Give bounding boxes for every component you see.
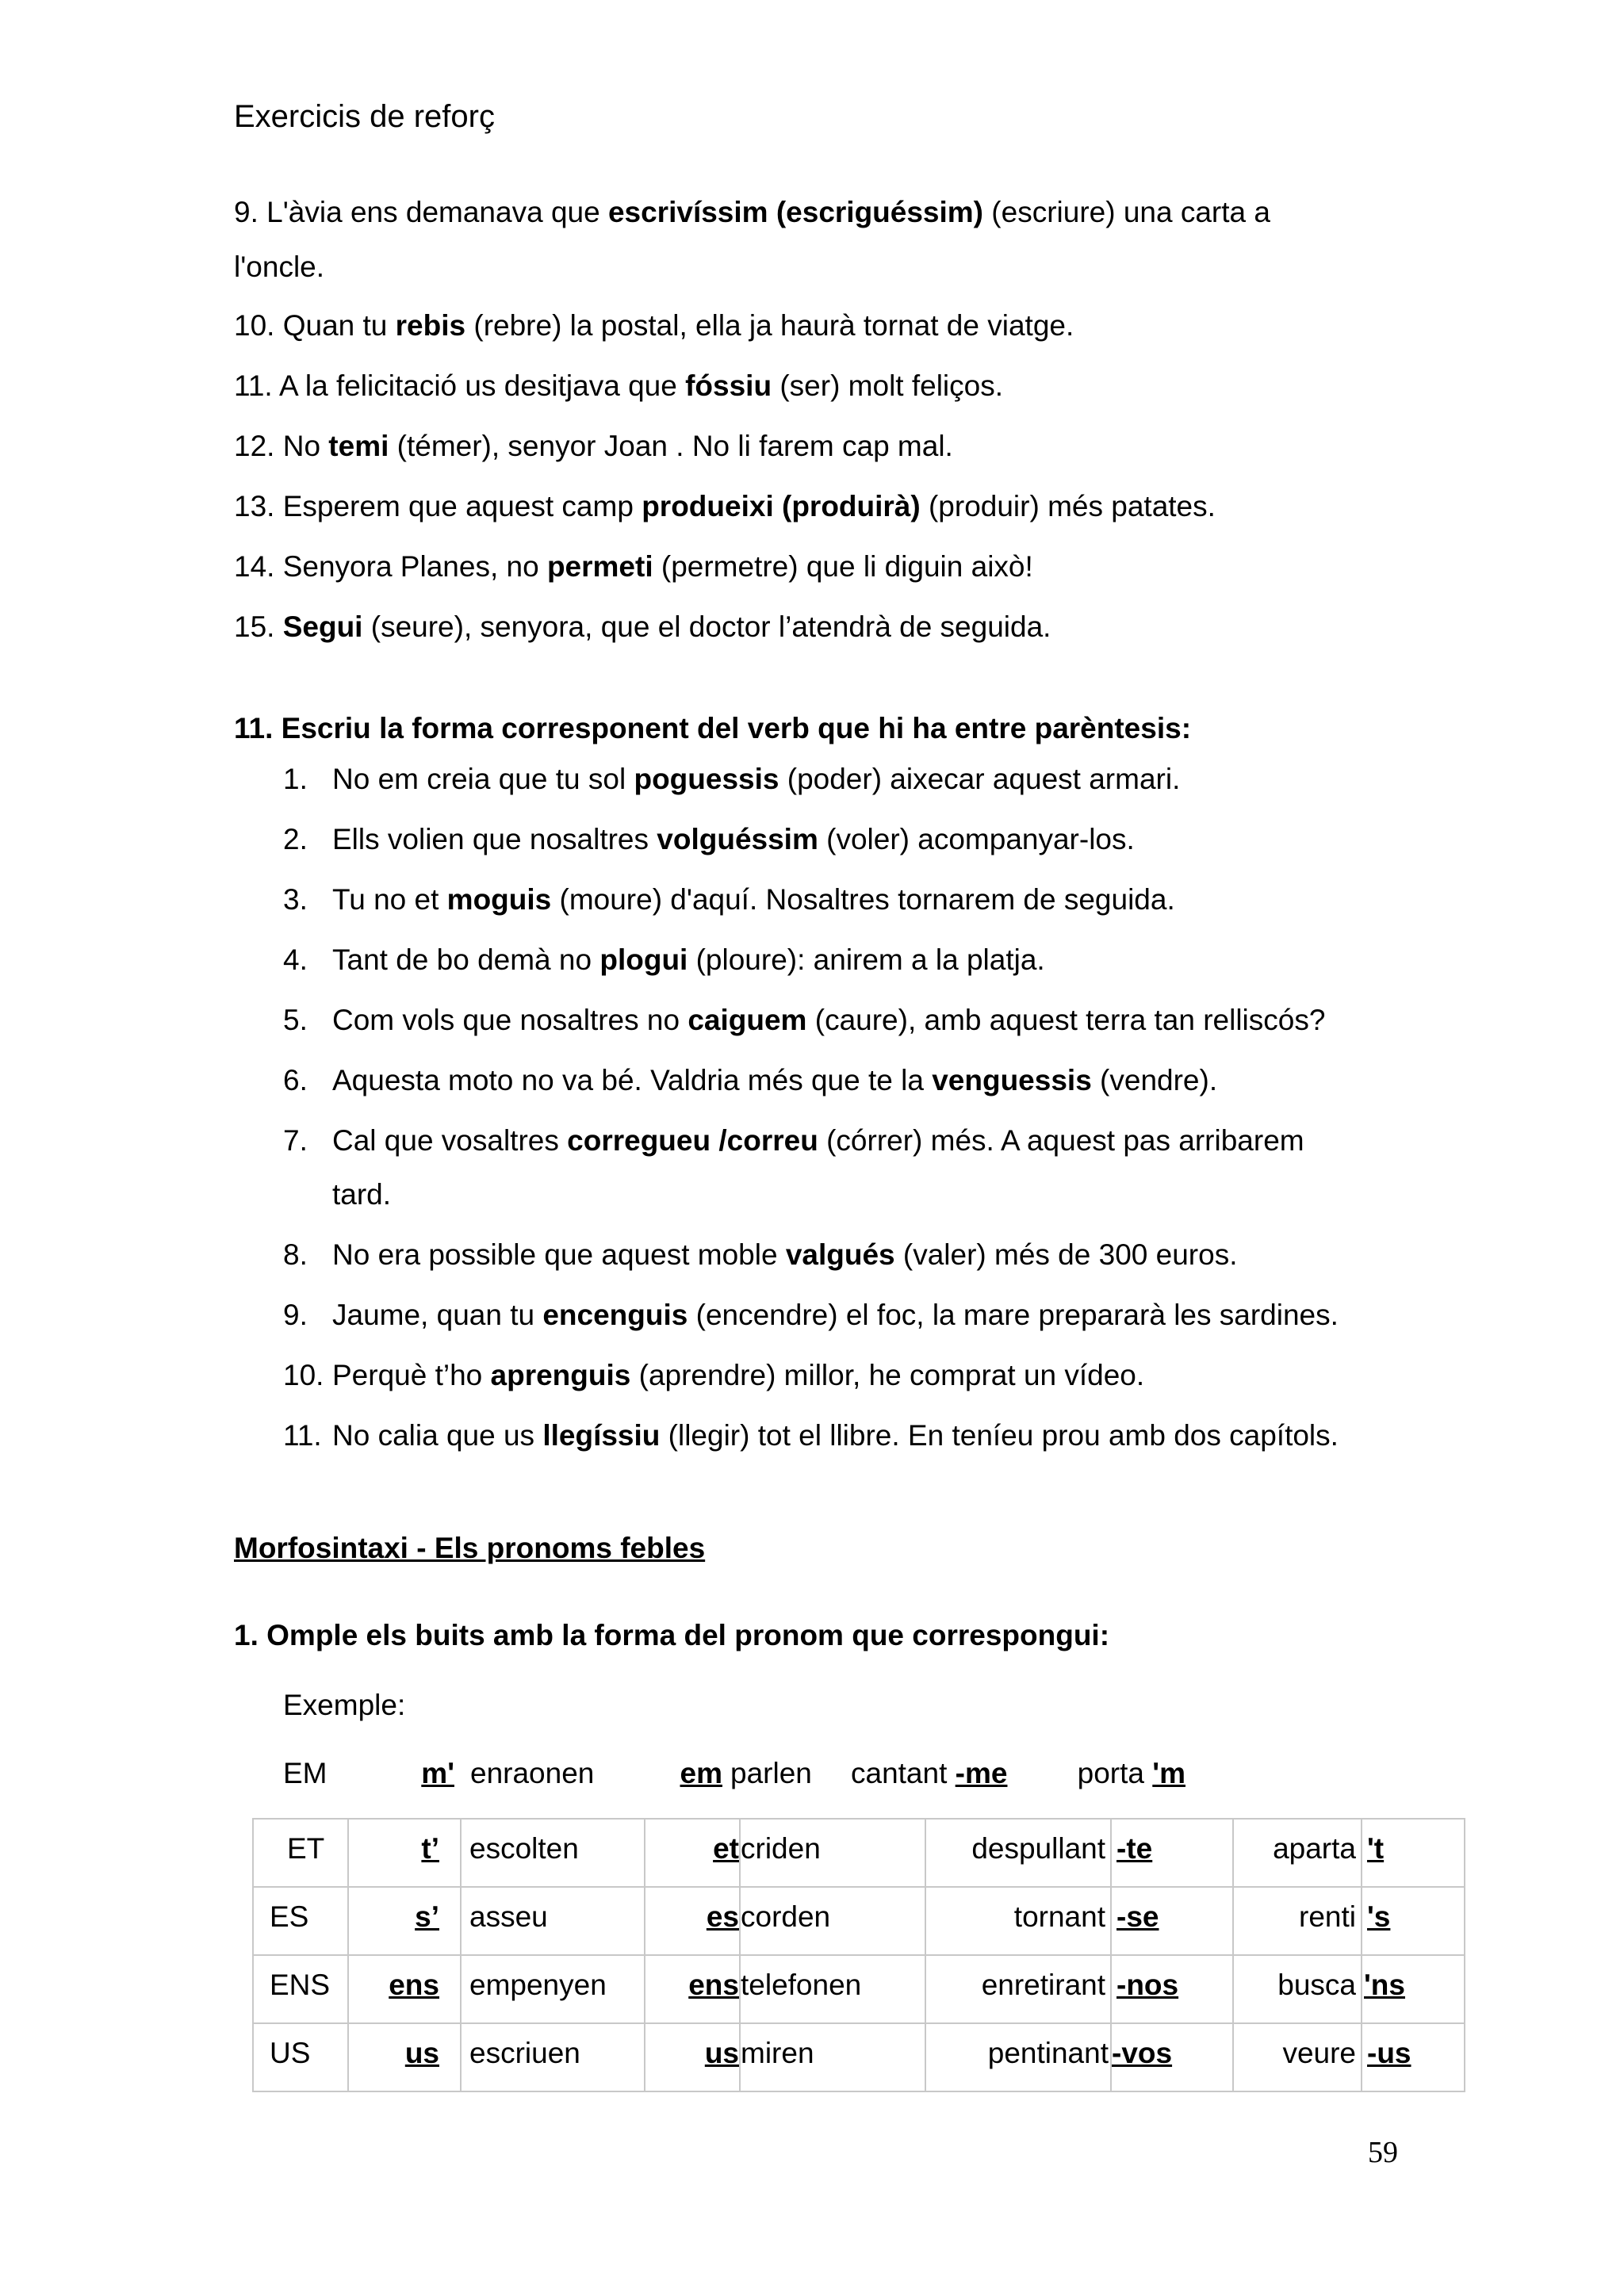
answer-cell: ens (688, 1969, 739, 2001)
example-answer: 'm (1152, 1757, 1185, 1789)
item-text: Perquè t’ho (332, 1359, 491, 1391)
item-text: (ser) molt feliços. (772, 369, 1003, 402)
prev-item-12 (234, 431, 953, 461)
item-answer: corregueu /correu (567, 1124, 818, 1157)
item-number: 3. (283, 883, 308, 916)
section-11-title: 11. Escriu la forma corresponent del verb que hi ha entre parèntesis: (234, 712, 1192, 744)
item-text: (encendre) el foc, la mare prepararà les sardines. (688, 1299, 1339, 1331)
verb-cell: escolten (469, 1832, 579, 1865)
verb-cell: corden (741, 1900, 831, 1933)
item-text: (seure), senyora, que el doctor l’atendrà de seguida. (362, 610, 1051, 643)
item-text: Aquesta moto no va bé. Valdria més que te la (332, 1064, 933, 1096)
gerund-cell: enretirant (981, 1969, 1105, 2001)
table-row (253, 1955, 1465, 2023)
item-number: 13. (234, 490, 275, 522)
item-number: 7. (283, 1124, 308, 1157)
item-answer: moguis (446, 883, 552, 916)
answer-cell: s’ (415, 1900, 439, 1933)
prev-item-15 (234, 612, 1051, 641)
item-number: 2. (283, 823, 308, 855)
example-answer: m' (421, 1757, 454, 1789)
exercise-item-1 (283, 764, 1180, 794)
answer-cell: -nos (1116, 1969, 1179, 2001)
answer-cell: et (713, 1832, 739, 1865)
item-number: 8. (283, 1238, 308, 1271)
prev-item-11 (234, 371, 1003, 400)
item-text: Ells volien que nosaltres (332, 823, 657, 855)
example-word: porta (1077, 1757, 1144, 1789)
item-number: 6. (283, 1064, 308, 1096)
exercise-item-8 (283, 1240, 1237, 1269)
exercise-item-5 (283, 1005, 1325, 1035)
verb-cell: asseu (469, 1900, 548, 1933)
item-answer: valgués (785, 1238, 895, 1271)
example-answer: em (680, 1757, 722, 1789)
item-number: 9. (283, 1299, 308, 1331)
prev-item-9 (234, 197, 1270, 227)
answer-cell: t’ (421, 1832, 439, 1865)
item-text: (vendre). (1091, 1064, 1218, 1096)
answer-cell: ens (389, 1969, 439, 2001)
item-answer: encenguis (542, 1299, 688, 1331)
example-row (283, 1758, 1219, 1788)
gerund-cell: despullant (971, 1832, 1105, 1865)
answer-cell: us (404, 2037, 439, 2069)
item-text: (moure) d'aquí. Nosaltres tornarem de seguida. (551, 883, 1175, 916)
item-text: Tu no et (332, 883, 447, 916)
item-number: 10. (234, 309, 275, 342)
item-number: 11. (283, 1419, 322, 1452)
item-text: (ploure): anirem a la platja. (688, 943, 1045, 976)
answer-cell: 'ns (1364, 1969, 1405, 2001)
item-answer: temi (328, 430, 389, 462)
item-text: (aprendre) millor, he comprat un vídeo. (630, 1359, 1145, 1391)
answer-cell: us (704, 2037, 739, 2069)
exercise-item-7-cont: tard. (332, 1178, 392, 1211)
item-number: 5. (283, 1004, 308, 1036)
exercise-item-6 (283, 1066, 1217, 1095)
item-number: 9. (234, 196, 259, 228)
item-text: No era possible que aquest moble (332, 1238, 786, 1271)
item-text: (voler) acompanyar-los. (818, 823, 1135, 855)
prev-item-13 (234, 492, 1216, 521)
imperative-cell: aparta (1273, 1832, 1356, 1865)
example-word: cantant (851, 1757, 948, 1789)
verb-cell: miren (741, 2037, 814, 2069)
answer-cell: 's (1367, 1900, 1391, 1933)
item-answer: plogui (599, 943, 688, 976)
item-number: 4. (283, 943, 308, 976)
item-answer: rebis (395, 309, 466, 342)
item-answer: volguéssim (657, 823, 818, 855)
example-word: enraonen (470, 1757, 595, 1789)
item-text: Senyora Planes, no (282, 550, 547, 583)
item-text: (rebre) la postal, ella ja haurà tornat de viatge. (465, 309, 1074, 342)
answer-cell: -se (1116, 1900, 1159, 1933)
imperative-cell: veure (1282, 2037, 1356, 2069)
item-text: Tant de bo demà no (332, 943, 600, 976)
item-text: (llegir) tot el llibre. En teníeu prou amb dos capítols. (660, 1419, 1339, 1452)
prev-item-10 (234, 311, 1074, 340)
item-text: Com vols que nosaltres no (332, 1004, 688, 1036)
gerund-cell: pentinant (987, 2037, 1109, 2069)
table-row (253, 1887, 1465, 1955)
item-text: No em creia que tu sol (332, 763, 634, 795)
answer-cell: -te (1116, 1832, 1153, 1865)
item-text: (valer) més de 300 euros. (894, 1238, 1238, 1271)
item-number: 12. (234, 430, 275, 462)
pronoun-label: ES (270, 1900, 309, 1933)
item-answer: poguessis (634, 763, 779, 795)
pronoun-label: US (270, 2037, 311, 2069)
pronoun-label: ENS (270, 1969, 331, 2001)
exercise-item-3 (283, 885, 1175, 914)
item-text: Esperem que aquest camp (282, 490, 642, 522)
item-text: Jaume, quan tu (332, 1299, 543, 1331)
item-text: No (282, 430, 329, 462)
verb-cell: escriuen (469, 2037, 580, 2069)
exercise-item-2 (283, 825, 1135, 854)
item-answer: fóssiu (685, 369, 772, 402)
answer-cell: 't (1367, 1832, 1385, 1865)
item-answer: Segui (282, 610, 363, 643)
imperative-cell: busca (1277, 1969, 1356, 2001)
item-answer: caiguem (688, 1004, 807, 1036)
example-label: Exemple: (283, 1689, 406, 1721)
table-row (253, 2023, 1465, 2091)
prev-item-9-cont: l'oncle. (234, 251, 325, 283)
item-number: 15. (234, 610, 275, 643)
example-word: parlen (730, 1757, 812, 1789)
item-text: (caure), amb aquest terra tan relliscós? (806, 1004, 1326, 1036)
exercise-item-10 (283, 1360, 1144, 1390)
exercise-item-4 (283, 945, 1045, 974)
example-answer: -me (955, 1757, 1008, 1789)
item-text: (produir) més patates. (920, 490, 1216, 522)
item-text: No calia que us (332, 1419, 543, 1452)
gerund-cell: tornant (1013, 1900, 1105, 1933)
page-header: Exercicis de reforç (234, 99, 495, 134)
pronoun-label: ET (287, 1832, 325, 1865)
item-text: (escriure) una carta a (983, 196, 1270, 228)
item-answer: aprenguis (490, 1359, 631, 1391)
item-text: Quan tu (282, 309, 396, 342)
exercise-item-9 (283, 1300, 1339, 1330)
item-text: Cal que vosaltres (332, 1124, 568, 1157)
item-text: (córrer) més. A aquest pas arribarem (818, 1124, 1304, 1157)
item-answer: llegíssiu (542, 1419, 661, 1452)
item-number: 1. (283, 763, 308, 795)
table-row (253, 1819, 1465, 1887)
item-answer: permeti (546, 550, 653, 583)
verb-cell: criden (741, 1832, 821, 1865)
pronoun-table (252, 1818, 1465, 2092)
item-answer: produeixi (produirà) (642, 490, 921, 522)
item-number: 14. (234, 550, 275, 583)
prev-item-14 (234, 552, 1033, 581)
exercise-item-11 (283, 1421, 1339, 1450)
verb-cell: empenyen (469, 1969, 607, 2001)
item-number: 10. (283, 1359, 324, 1391)
answer-cell: -us (1367, 2037, 1411, 2069)
answer-cell: -vos (1112, 2037, 1173, 2069)
item-text: A la felicitació us desitjava que (278, 369, 686, 402)
example-pronoun: EM (283, 1757, 327, 1789)
morfosintaxi-title: Morfosintaxi - Els pronoms febles (234, 1532, 706, 1564)
section-1-title: 1. Omple els buits amb la forma del pronom que correspongui: (234, 1619, 1110, 1651)
item-text: L'àvia ens demanava que (266, 196, 608, 228)
item-text: (poder) aixecar aquest armari. (779, 763, 1181, 795)
item-number: 11. (234, 369, 273, 402)
item-text: (permetre) que li diguin això! (653, 550, 1033, 583)
item-text: (témer), senyor Joan . No li farem cap mal. (389, 430, 953, 462)
item-answer: escrivíssim (escriguéssim) (607, 196, 984, 228)
imperative-cell: renti (1299, 1900, 1356, 1933)
verb-cell: telefonen (741, 1969, 862, 2001)
item-answer: venguessis (932, 1064, 1092, 1096)
page-number: 59 (1368, 2136, 1398, 2169)
answer-cell: es (706, 1900, 739, 1933)
exercise-item-7 (283, 1126, 1304, 1155)
